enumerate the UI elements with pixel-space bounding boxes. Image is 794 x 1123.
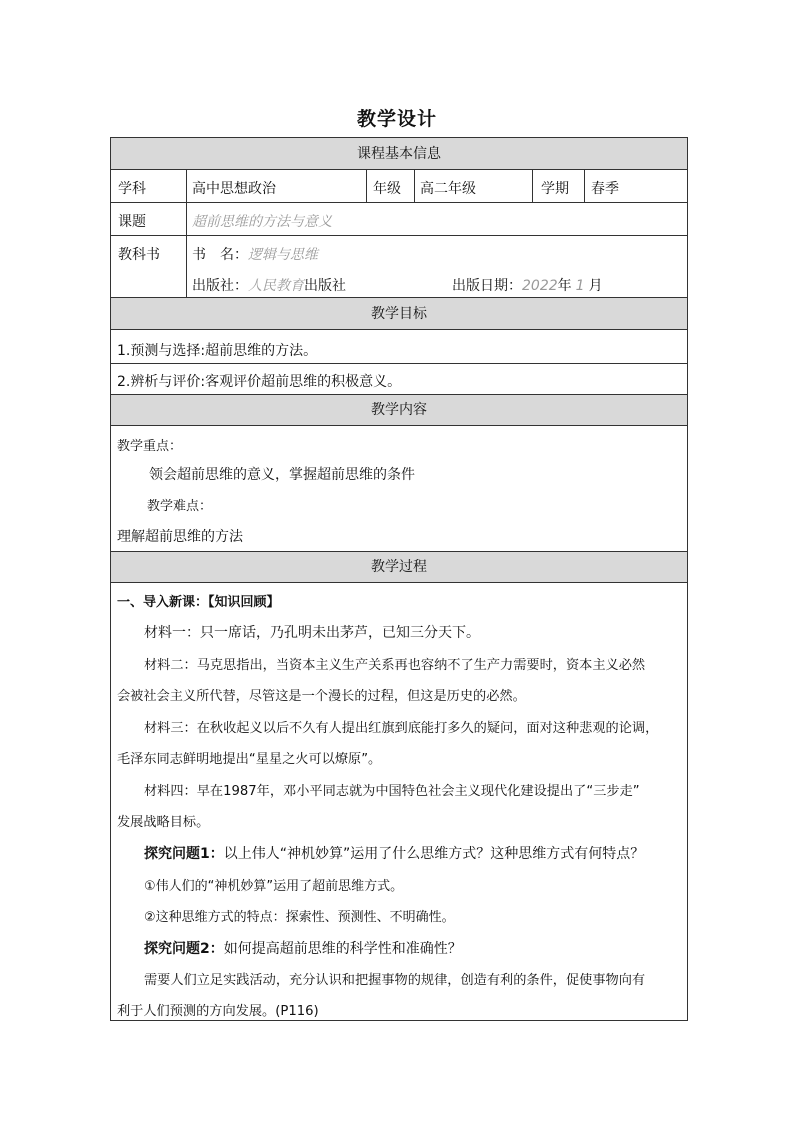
topic-label: 课题 xyxy=(118,214,146,230)
difficulty-label: 教学难点： xyxy=(147,499,213,514)
question-2-label: 探究问题2： xyxy=(144,941,224,957)
grade-label: 年级 xyxy=(373,181,401,197)
material-3-line-2: 毛泽东同志鲜明地提出“星星之火可以燎原”。 xyxy=(117,752,382,767)
material-4-line-1: 材料四：早在1987年，邓小平同志就为中国特色社会主义现代化建设提出了“三步走” xyxy=(144,784,640,799)
publisher-suffix: 出版社 xyxy=(304,278,346,294)
publish-date-label: 出版日期： xyxy=(452,278,522,294)
material-4-line-2: 发展战略目标。 xyxy=(117,815,210,830)
material-2-line-2: 会被社会主义所代替，尽管这是一个漫长的过程，但这是历史的必然。 xyxy=(117,689,526,704)
section-header-process: 教学过程 xyxy=(111,552,687,583)
key-points-text: 领会超前思维的意义，掌握超前思维的条件 xyxy=(149,467,415,483)
key-points-label: 教学重点： xyxy=(117,439,183,454)
material-3-line-1: 材料三：在秋收起义以后不久有人提出红旗到底能打多久的疑问，面对这种悲观的论调， xyxy=(144,721,659,736)
publisher-label: 出版社： xyxy=(192,278,248,294)
answer-2-line-2: 利于人们预测的方向发展。(P116) xyxy=(117,1004,319,1019)
subject-value: 高中思想政治 xyxy=(192,181,276,197)
section-header-goals: 教学目标 xyxy=(111,298,687,330)
publish-year-unit: 年 xyxy=(557,278,572,294)
book-name-line xyxy=(192,244,318,264)
publish-month-unit: 月 xyxy=(588,278,603,294)
term-value: 春季 xyxy=(591,181,619,197)
topic-value: 超前思维的方法与意义 xyxy=(192,214,332,230)
question-2-text: 如何提高超前思维的科学性和准确性？ xyxy=(223,941,462,957)
section-header-basic-info: 课程基本信息 xyxy=(111,138,687,170)
lesson-plan-table xyxy=(110,137,688,1021)
textbook-label: 教科书 xyxy=(118,247,160,263)
question-2 xyxy=(144,938,462,958)
publish-month: 1 xyxy=(575,278,585,294)
publish-date-line xyxy=(452,275,603,295)
page-title: 教学设计 xyxy=(356,108,437,130)
goal-item: 1.预测与选择:超前思维的方法。 xyxy=(117,343,318,359)
difficulty-text: 理解超前思维的方法 xyxy=(117,529,243,545)
term-label: 学期 xyxy=(541,181,569,197)
subject-label: 学科 xyxy=(118,181,146,197)
book-name-value: 逻辑与思维 xyxy=(248,247,318,263)
material-2-line-1: 材料二：马克思指出，当资本主义生产关系再也容纳不了生产力需要时，资本主义必然 xyxy=(144,658,646,673)
answer-1-2: ②这种思维方式的特点：探索性、预测性、不明确性。 xyxy=(144,910,455,925)
book-name-label: 书 名： xyxy=(192,247,248,263)
publisher-value: 人民教育 xyxy=(248,278,304,294)
publisher-line xyxy=(192,275,346,295)
intro-heading: 一、导入新课：【知识回顾】 xyxy=(117,595,280,610)
question-1-label: 探究问题1： xyxy=(144,846,224,862)
question-1 xyxy=(144,843,644,863)
grade-value: 高二年级 xyxy=(420,181,476,197)
section-header-content: 教学内容 xyxy=(111,395,687,426)
answer-1-1: ①伟人们的“神机妙算”运用了超前思维方式。 xyxy=(144,879,404,894)
publish-year: 2022 xyxy=(522,278,558,294)
goal-item: 2.辨析与评价:客观评价超前思维的积极意义。 xyxy=(117,374,402,390)
answer-2-line-1: 需要人们立足实践活动，充分认识和把握事物的规律，创造有利的条件，促使事物向有 xyxy=(144,973,646,988)
question-1-text: 以上伟人“神机妙算”运用了什么思维方式？这种思维方式有何特点？ xyxy=(223,846,645,862)
material-1: 材料一：只一席话，乃孔明未出茅芦，已知三分天下。 xyxy=(144,625,480,641)
